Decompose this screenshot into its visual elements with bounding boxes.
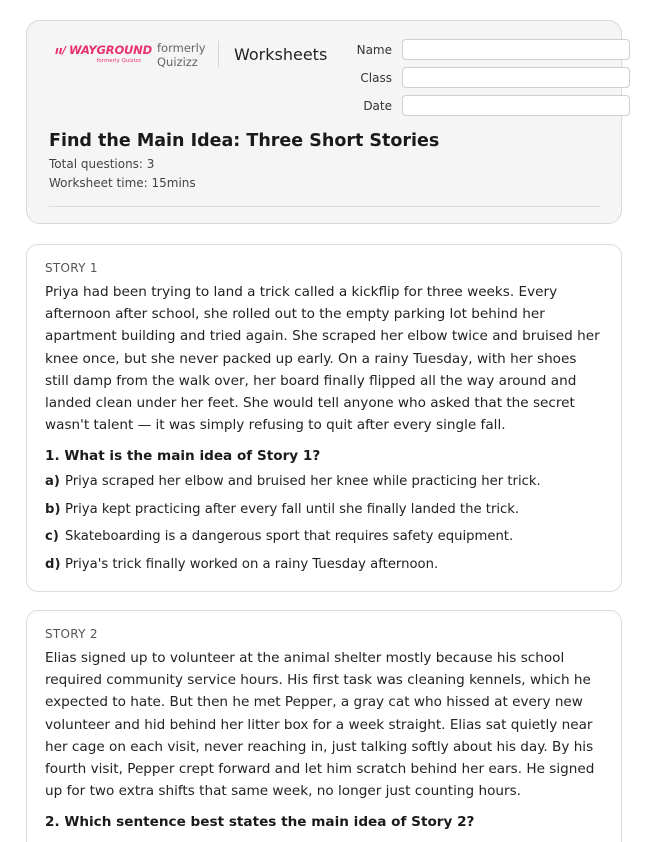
date-field-row (347, 95, 632, 116)
answer-option-c[interactable] (45, 527, 603, 546)
question-title: 2. Which sentence best states the main idea of Story 2? (45, 814, 475, 831)
option-text: Priya scraped her elbow and bruised her knee while practicing her trick. (65, 474, 541, 490)
section-title: Worksheets (234, 45, 328, 64)
story-text: Elias signed up to volunteer at the animal shelter mostly because his school required community service hours. His first task was cleaning kennels, which he expected to hate. But then he met Pepper, a gray cat who hissed at every new volunteer and hid behind her litter box for a week straight. Elias sat quietly near her cage on each visit, never reaching in, just talking softly about his day. By his fourth visit, Pepper crept forward and let him scratch behind her ears. He signed up for two extra shifts that same week, no longer just counting hours. (45, 650, 595, 800)
date-label: Date (363, 98, 392, 113)
name-input[interactable] (402, 39, 630, 60)
worksheet-header (26, 20, 622, 224)
brand-logo-text: WAYGROUND (68, 43, 152, 57)
option-letter: b) (45, 501, 61, 517)
option-letter: d) (45, 556, 61, 572)
worksheet-title: Find the Main Idea: Three Short Stories (49, 131, 440, 151)
story-label: STORY 2 (45, 627, 98, 641)
option-text: Skateboarding is a dangerous sport that requires safety equipment. (65, 529, 514, 545)
answer-option-b[interactable] (45, 500, 603, 519)
option-text: Priya kept practicing after every fall until she finally landed the trick. (65, 501, 520, 517)
option-text: Priya's trick finally worked on a rainy Tuesday afternoon. (65, 556, 439, 572)
class-field-row (347, 67, 632, 88)
header-rule (49, 206, 601, 207)
worksheet-time: Worksheet time: 15mins (49, 176, 196, 190)
name-label: Name (356, 42, 392, 57)
class-label: Class (360, 70, 392, 85)
story-text: Priya had been trying to land a trick called a kickflip for three weeks. Every afternoon after school, she rolled out to the empty parking lot behind her apartment building and tried again. She scraped her elbow twice and bruised her knee once, but she never packed up early. On a rainy Tuesday, with her shoes still damp from the walk over, her board finally flipped all the way around and landed clean under her feet. She would tell anyone who asked that the secret wasn't talent — it was simply refusing to quit after every single fall. (45, 284, 600, 434)
class-input[interactable] (402, 67, 630, 88)
brand-logo (55, 43, 152, 64)
brand-mark-icon: ıı/ (55, 43, 66, 57)
name-field-row (347, 39, 632, 60)
story-label: STORY 1 (45, 261, 98, 275)
story-card-1 (26, 244, 622, 592)
question-title: 1. What is the main idea of Story 1? (45, 448, 321, 465)
header-divider (218, 41, 219, 67)
option-letter: a) (45, 474, 60, 490)
option-letter: c) (45, 529, 59, 545)
brand-logo-subtext: formerly Quizizz (96, 58, 141, 64)
date-input[interactable] (402, 95, 630, 116)
total-questions: Total questions: 3 (49, 157, 155, 171)
answer-option-a[interactable] (45, 472, 603, 491)
story-card-2 (26, 610, 622, 842)
answer-option-d[interactable] (45, 555, 603, 574)
formerly-quizizz-note: formerly Quizizz (157, 41, 206, 69)
